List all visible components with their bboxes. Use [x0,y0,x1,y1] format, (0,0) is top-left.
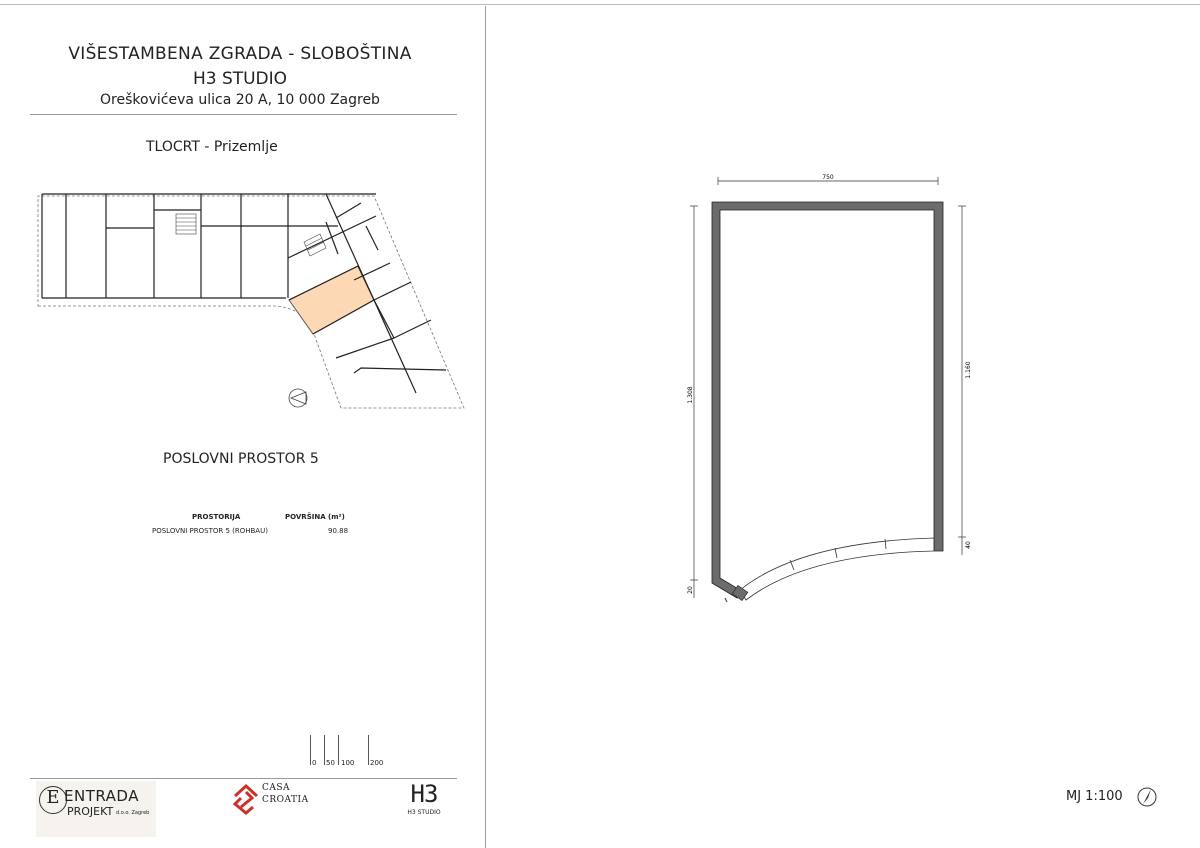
top-rule [0,4,1200,5]
floor-plan-label: TLOCRT - Prizemlje [146,139,278,155]
north-arrow-icon [289,389,307,407]
casa-line2: CROATIA [262,795,309,805]
scale-tick [310,735,311,765]
unit-walls [712,202,943,602]
dimension-top-label: 750 [822,174,834,181]
footer-rule [30,778,457,779]
scale-label: 200 [370,759,384,767]
project-title: VIŠESTAMBENA ZGRADA - SLOBOŠTINA [68,44,412,64]
stair-core [176,214,326,256]
key-plan [36,188,466,413]
entrada-emblem-letter: E [46,787,60,808]
h3-studio-logo [400,782,450,822]
scale-tick [324,735,325,765]
scale-tick [338,735,339,765]
dimension-right-label: 1.160 [965,361,972,379]
project-subtitle: H3 STUDIO [192,69,288,89]
entrada-sub2: d.o.o. Zagreb [116,810,150,816]
scale-label: 0 [312,759,317,767]
sheet-divider [485,6,486,848]
title-rule [30,114,457,115]
scale-label: 50 [326,759,335,767]
casa-croatia-logo [232,782,322,818]
table-cell-room: POSLOVNI PROSTOR 5 (ROHBAU) [152,527,268,535]
dimension-left-label: 1.308 [687,386,694,404]
scale-label: 100 [341,759,355,767]
dimension-left-small: 20 [687,586,694,594]
project-address: Oreškovićeva ulica 20 A, 10 000 Zagreb [100,92,380,108]
entrada-sub: PROJEKT [67,805,114,818]
table-cell-area: 90.88 [328,527,349,535]
scale-bar [308,735,388,775]
table-header-area: POVRŠINA (m²) [285,513,345,521]
space-title: POSLOVNI PROSTOR 5 [163,451,319,467]
north-arrow-icon [1136,786,1158,808]
dimension-right-small: 40 [965,541,972,549]
dimension-right [958,206,966,555]
scale-tick [368,735,369,765]
h3-mark: H3 [410,780,438,808]
h3-sub: H3 STUDIO [407,809,441,816]
unit-plan [680,170,980,610]
entrada-name: ENTRADA [64,787,139,805]
site-boundary [38,196,464,408]
entrada-logo [36,781,156,837]
casa-mark-icon [232,782,260,816]
drawing-scale: MJ 1:100 [1066,789,1123,804]
casa-line1: CASA [262,783,291,793]
table-header-room: PROSTORIJA [192,513,241,521]
